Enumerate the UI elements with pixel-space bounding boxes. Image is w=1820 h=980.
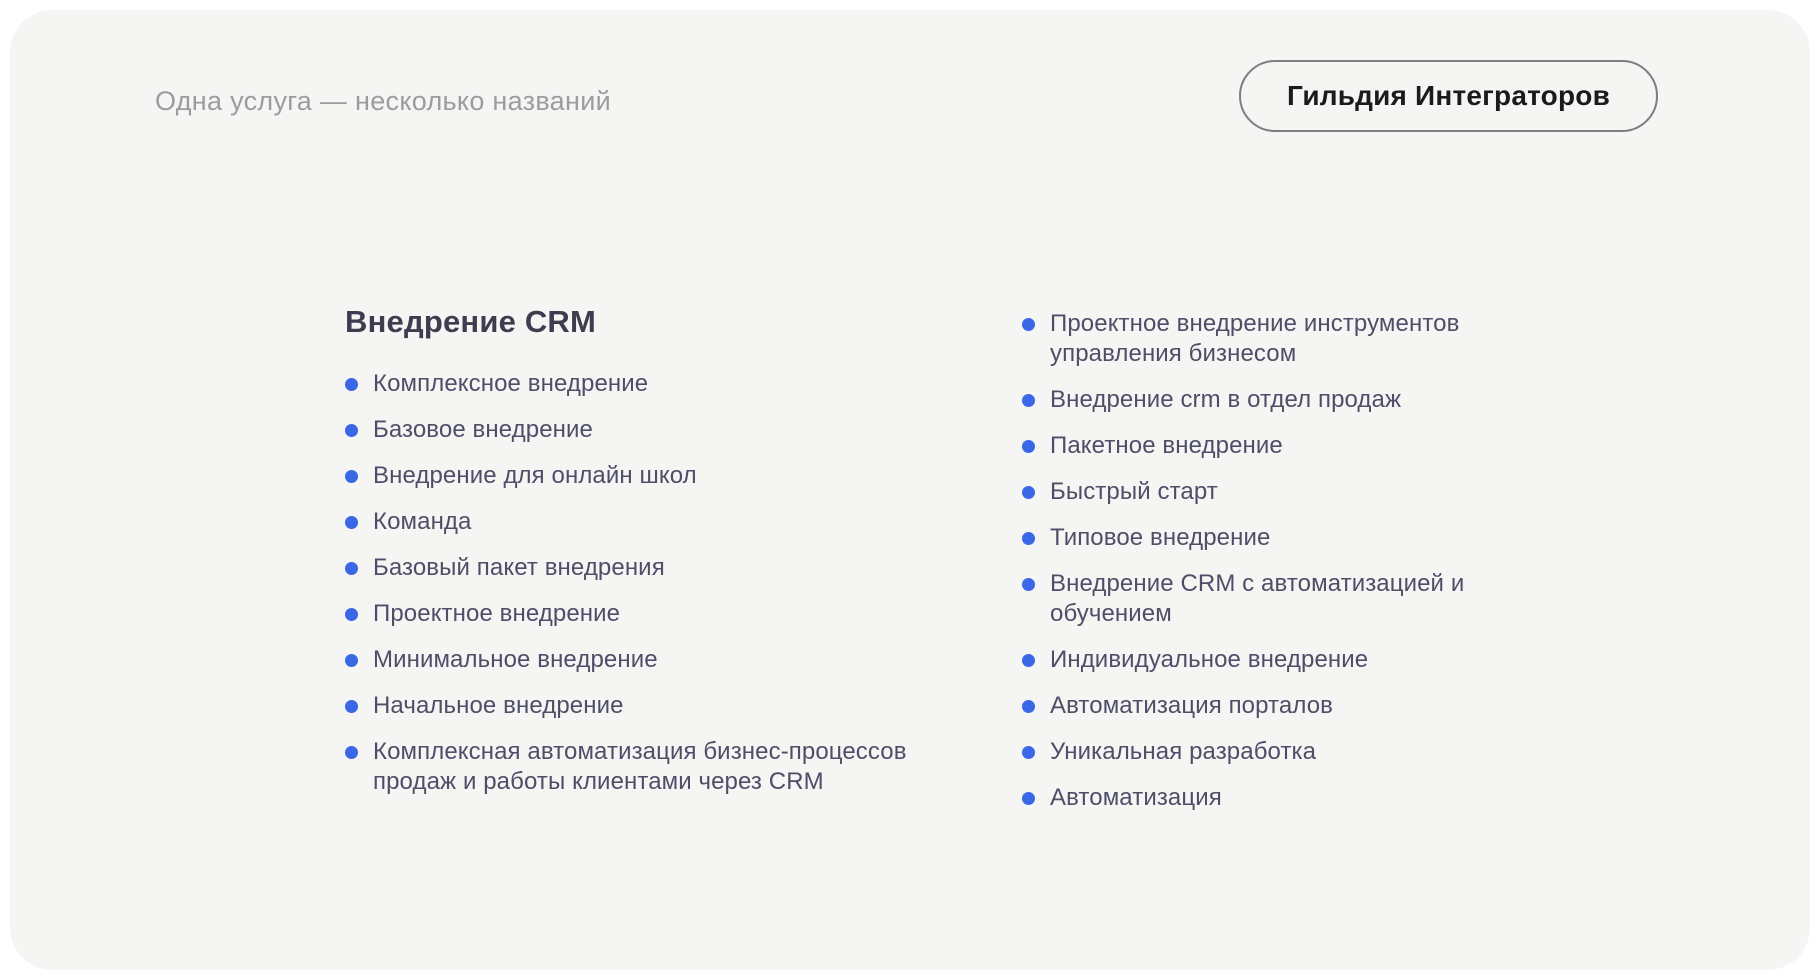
bullet-icon [345,700,358,713]
bullet-icon [345,562,358,575]
list-item [345,461,945,491]
list-item [1022,431,1472,461]
list-item [345,691,945,721]
bullet-icon [1022,440,1035,453]
list-item [1022,309,1472,369]
list-item-label: Проектное внедрение инструментов управления бизнесом [1050,310,1460,367]
service-names-list-right [1022,309,1472,813]
bullet-icon [345,608,358,621]
list-item [1022,691,1472,721]
list-item-label: Индивидуальное внедрение [1050,646,1369,673]
right-column [1022,303,1472,829]
list-item [345,507,945,537]
list-item [1022,737,1472,767]
bullet-icon [1022,532,1035,545]
bullet-icon [345,746,358,759]
bullet-icon [345,654,358,667]
list-item-label: Уникальная разработка [1050,738,1317,765]
list-item [1022,783,1472,813]
page-title: Одна услуга — несколько названий [155,86,611,116]
list-item [1022,569,1472,629]
list-item [345,415,945,445]
bullet-icon [1022,394,1035,407]
bullet-icon [345,378,358,391]
list-item-label: Базовое внедрение [373,416,593,443]
list-item-label: Минимальное внедрение [373,646,658,673]
brand-badge-label: Гильдия Интеграторов [1286,80,1610,111]
bullet-icon [1022,578,1035,591]
list-item [1022,523,1472,553]
list-item-label: Начальное внедрение [373,692,624,719]
bullet-icon [345,424,358,437]
bullet-icon [1022,792,1035,805]
left-column [345,303,945,813]
list-item-label: Внедрение CRM с автоматизацией и обучением [1050,570,1465,627]
list-item-label: Типовое внедрение [1050,524,1271,551]
list-item [1022,477,1472,507]
bullet-icon [1022,746,1035,759]
list-item-label: Внедрение crm в отдел продаж [1050,386,1402,413]
list-item [345,599,945,629]
list-item-label: Комплексная автоматизация бизнес-процессов продаж и работы клиентами через CRM [373,738,907,795]
bullet-icon [345,470,358,483]
list-item [345,645,945,675]
list-item [345,737,945,797]
list-item-label: Проектное внедрение [373,600,621,627]
list-item-label: Быстрый старт [1050,478,1218,505]
list-item [345,553,945,583]
list-item-label: Комплексное внедрение [373,370,649,397]
bullet-icon [1022,318,1035,331]
brand-badge-button[interactable] [1239,60,1658,132]
list-item [1022,385,1472,415]
section-heading: Внедрение CRM [345,304,597,339]
service-names-list-left [345,369,945,797]
bullet-icon [345,516,358,529]
list-item-label: Базовый пакет внедрения [373,554,665,581]
bullet-icon [1022,486,1035,499]
list-item-label: Внедрение для онлайн школ [373,462,697,489]
bullet-icon [1022,700,1035,713]
list-item [345,369,945,399]
list-item-label: Автоматизация [1050,784,1222,811]
list-item-label: Команда [373,508,472,535]
list-item [1022,645,1472,675]
slide-panel [10,10,1810,970]
list-item-label: Пакетное внедрение [1050,432,1283,459]
bullet-icon [1022,654,1035,667]
list-item-label: Автоматизация порталов [1050,692,1333,719]
